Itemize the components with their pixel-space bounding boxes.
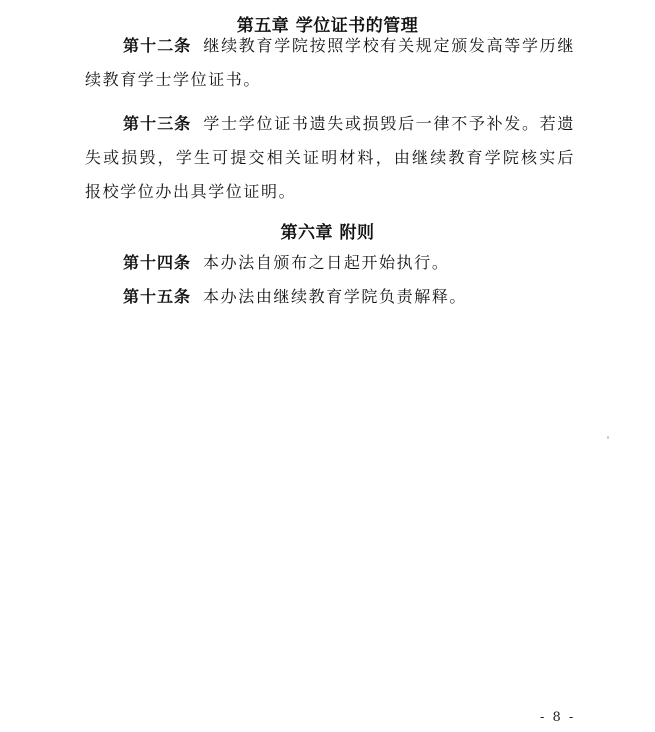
article-15-number: 第十五条	[123, 287, 192, 306]
article-14-text: 本办法自颁布之日起开始执行。	[203, 253, 450, 272]
chapter-6-title: 第六章 附则	[280, 223, 375, 243]
article-12	[85, 29, 575, 97]
page-number: - 8 -	[540, 710, 576, 725]
article-14-number: 第十四条	[123, 253, 192, 272]
scan-speck	[607, 436, 609, 439]
article-14	[85, 246, 575, 280]
chapter-5-title: 第五章 学位证书的管理	[236, 16, 419, 36]
article-12-number: 第十二条	[123, 36, 192, 55]
article-15	[85, 280, 575, 314]
article-13	[85, 107, 575, 209]
article-13-number: 第十三条	[123, 114, 192, 133]
article-15-text: 本办法由继续教育学院负责解释。	[203, 287, 468, 306]
article-13-text: 学士学位证书遗失或损毁后一律不予补发。若遗失或损毁，学生可提交相关证明材料，由继续教育学院核实后报校学位办出具学位证明。	[85, 114, 575, 201]
article-12-text: 继续教育学院按照学校有关规定颁发高等学历继续教育学士学位证书。	[85, 36, 575, 89]
